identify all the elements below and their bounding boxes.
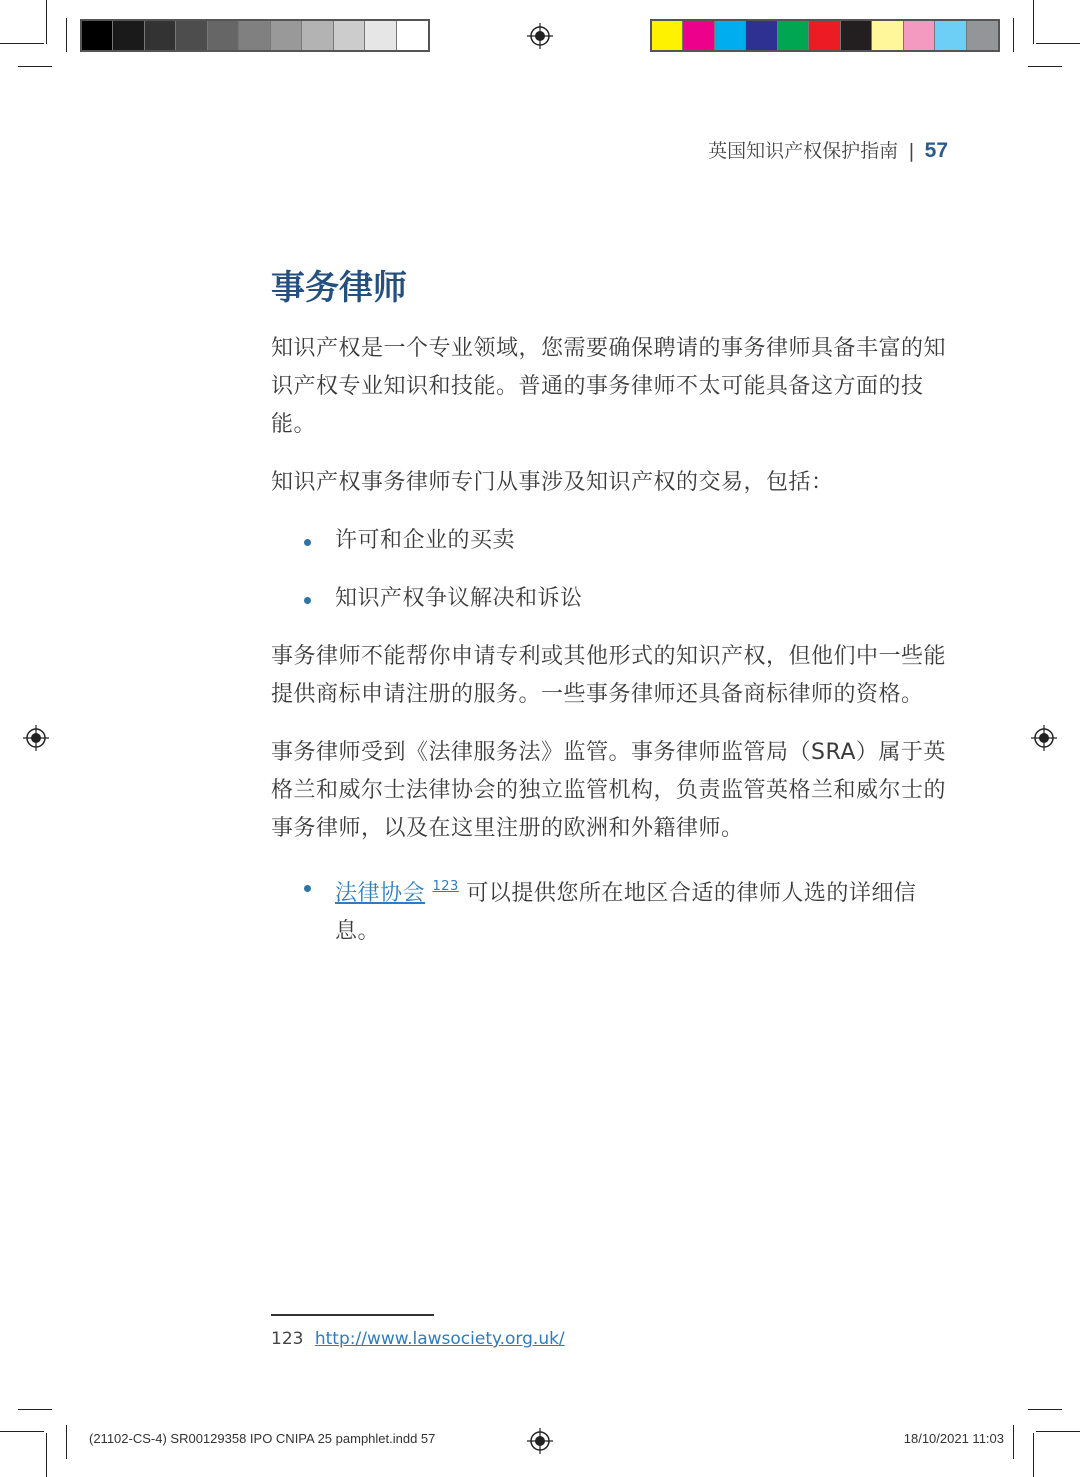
footnote-url-link[interactable]: http://www.lawsociety.org.uk/ bbox=[314, 1329, 565, 1349]
paragraph: 事务律师不能帮你申请专利或其他形式的知识产权，但他们中一些能提供商标申请注册的服务。一些事务律师还具备商标律师的资格。 bbox=[271, 644, 947, 707]
color-swatch bbox=[841, 21, 872, 50]
registration-mark-icon bbox=[1031, 725, 1057, 751]
paragraph: 知识产权事务律师专门从事涉及知识产权的交易，包括： bbox=[271, 470, 834, 495]
gray-swatch bbox=[239, 21, 270, 50]
paragraph: 知识产权是一个专业领域，您需要确保聘请的事务律师具备丰富的知识产权专业知识和技能。普通的事务律师不太可能具备这方面的技能。 bbox=[271, 336, 947, 437]
bullet-icon bbox=[304, 597, 311, 604]
gray-swatch bbox=[113, 21, 144, 50]
registration-mark-icon bbox=[23, 725, 49, 751]
bullet-list bbox=[271, 522, 951, 618]
crop-mark bbox=[46, 0, 47, 44]
gray-swatch bbox=[82, 21, 113, 50]
list-item bbox=[271, 522, 951, 560]
bullet-list bbox=[271, 868, 951, 951]
color-swatch bbox=[778, 21, 809, 50]
law-society-link[interactable]: 法律协会 bbox=[335, 881, 426, 906]
crop-mark bbox=[46, 1433, 47, 1477]
color-swatch bbox=[872, 21, 903, 50]
running-title: 英国知识产权保护指南 bbox=[708, 140, 899, 162]
gray-swatch bbox=[397, 21, 428, 50]
bullet-icon bbox=[304, 539, 311, 546]
body-text bbox=[271, 330, 951, 971]
color-swatch bbox=[904, 21, 935, 50]
list-item bbox=[271, 580, 951, 618]
gray-swatch bbox=[176, 21, 207, 50]
gray-swatch bbox=[271, 21, 302, 50]
print-slug-date: 18/10/2021 11:03 bbox=[903, 1431, 1004, 1446]
bullet-icon bbox=[304, 885, 311, 892]
footnote-number: 123 bbox=[271, 1329, 304, 1349]
crop-mark bbox=[1013, 1425, 1014, 1459]
crop-mark bbox=[1013, 18, 1014, 52]
crop-mark bbox=[18, 66, 52, 67]
crop-mark bbox=[18, 1409, 52, 1410]
registration-mark-icon bbox=[527, 23, 553, 49]
color-swatch bbox=[652, 21, 683, 50]
color-swatch bbox=[746, 21, 777, 50]
list-item-text: 可以提供您所在地区合适的律师人选的详细信息。 bbox=[335, 881, 917, 944]
footnote bbox=[271, 1329, 565, 1349]
footnote-divider bbox=[271, 1314, 434, 1316]
color-swatch bbox=[715, 21, 746, 50]
color-swatch bbox=[809, 21, 840, 50]
crop-mark bbox=[1028, 66, 1062, 67]
crop-mark bbox=[1028, 1409, 1062, 1410]
gray-swatch bbox=[208, 21, 239, 50]
crop-mark bbox=[1036, 1431, 1080, 1432]
crop-mark bbox=[1036, 43, 1080, 44]
paragraph: 事务律师受到《法律服务法》监管。事务律师监管局（SRA）属于英格兰和威尔士法律协会的独立监管机构，负责监管英格兰和威尔士的事务律师，以及在这里注册的欧洲和外籍律师。 bbox=[271, 740, 947, 841]
crop-mark bbox=[1033, 0, 1034, 44]
list-item-text: 许可和企业的买卖 bbox=[335, 528, 516, 553]
process-color-bar bbox=[650, 19, 1000, 52]
color-swatch bbox=[683, 21, 714, 50]
registration-mark-icon bbox=[527, 1428, 553, 1454]
section-title: 事务律师 bbox=[271, 268, 407, 308]
footnote-ref-link[interactable]: 123 bbox=[432, 879, 459, 894]
grayscale-color-bar bbox=[80, 19, 430, 52]
crop-mark bbox=[66, 18, 67, 52]
page-number: 57 bbox=[924, 139, 948, 162]
color-swatch bbox=[935, 21, 966, 50]
print-slug-file: (21102-CS-4) SR00129358 IPO CNIPA 25 pamphlet.indd 57 bbox=[89, 1431, 436, 1446]
crop-mark bbox=[66, 1425, 67, 1459]
gray-swatch bbox=[145, 21, 176, 50]
header-separator: | bbox=[908, 140, 915, 162]
list-item bbox=[271, 868, 951, 951]
gray-swatch bbox=[365, 21, 396, 50]
color-swatch bbox=[967, 21, 998, 50]
running-header bbox=[708, 136, 948, 163]
list-item-text: 知识产权争议解决和诉讼 bbox=[335, 586, 583, 611]
gray-swatch bbox=[334, 21, 365, 50]
crop-mark bbox=[1033, 1433, 1034, 1477]
crop-mark bbox=[0, 1431, 44, 1432]
crop-mark bbox=[0, 43, 44, 44]
gray-swatch bbox=[302, 21, 333, 50]
